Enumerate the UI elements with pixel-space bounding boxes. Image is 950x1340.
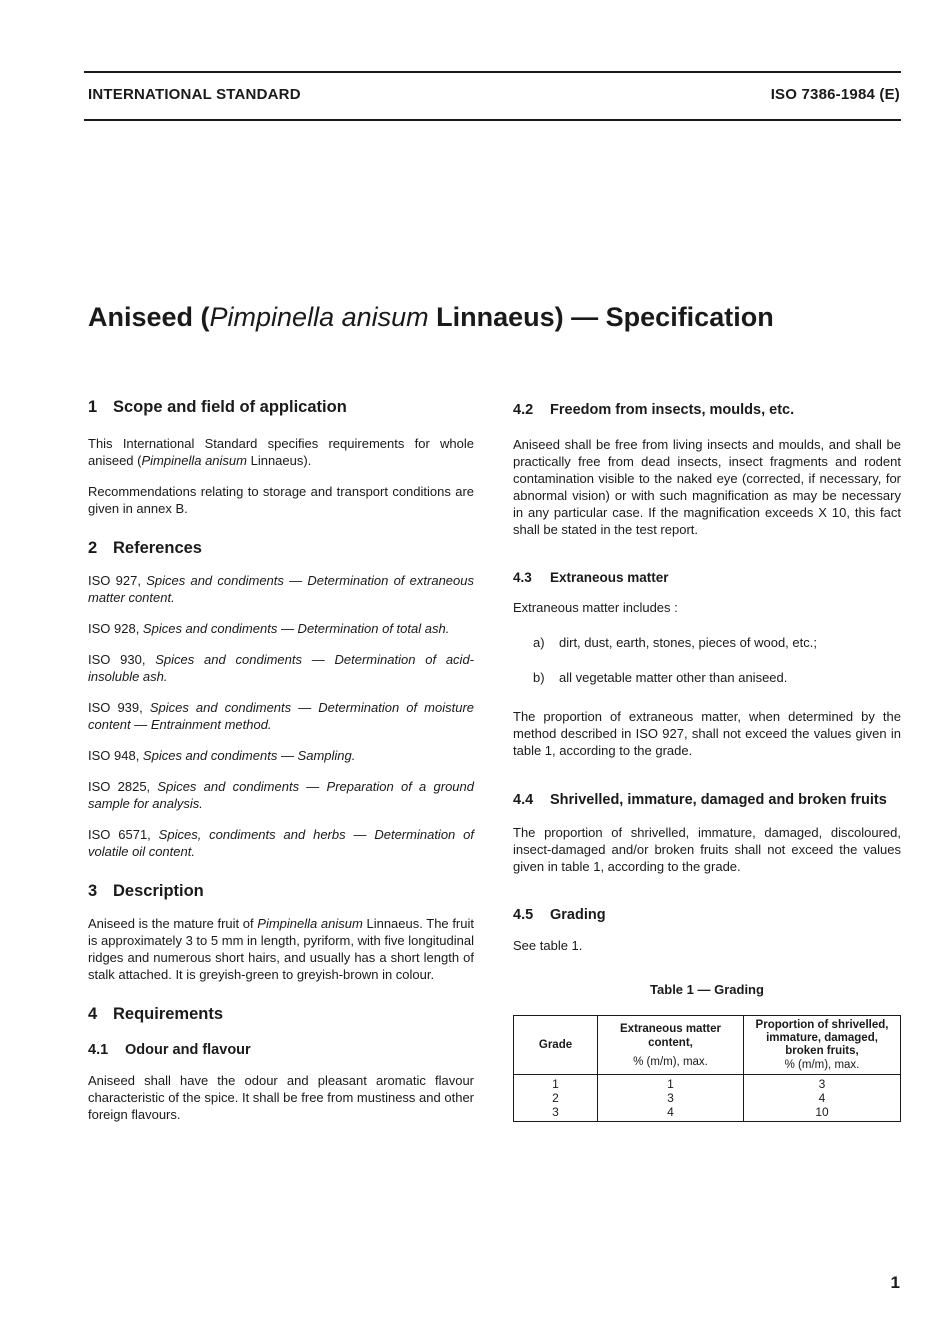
title-prefix: Aniseed ( — [88, 302, 210, 332]
scope-p1-italic: Pimpinella anisum — [141, 453, 247, 468]
table-cell-proportion — [744, 1075, 901, 1122]
section-4-3-heading — [513, 570, 901, 585]
section-4-number: 4 — [88, 1005, 98, 1023]
section-4-heading — [88, 1005, 474, 1024]
reference-item — [88, 826, 474, 860]
reference-item — [88, 778, 474, 812]
grading-paragraph: See table 1. — [513, 938, 583, 953]
reference-item — [88, 572, 474, 606]
extraneous-column-header — [598, 1016, 744, 1075]
title-suffix: Linnaeus) — Specification — [428, 302, 774, 332]
section-4-3-number: 4.3 — [513, 570, 532, 585]
table-header-row — [514, 1016, 901, 1075]
reference-code: ISO 928, — [88, 621, 143, 636]
scope-paragraph-2: Recommendations relating to storage and transport conditions are given in annex B. — [88, 484, 474, 516]
cell-proportion-1: 3 — [818, 1077, 826, 1091]
extraneous-header-main: Extraneous matter content, — [620, 1022, 721, 1049]
extraneous-intro: Extraneous matter includes : — [513, 600, 678, 615]
section-4-title: Requirements — [113, 1005, 224, 1023]
section-3-heading — [88, 882, 474, 901]
reference-code: ISO 6571, — [88, 827, 159, 842]
title-italic: Pimpinella anisum — [209, 302, 429, 332]
reference-title: Spices and condiments — Determination of total ash. — [142, 621, 450, 636]
table-cell-extraneous — [598, 1075, 744, 1122]
reference-code: ISO 939, — [88, 700, 150, 715]
proportion-column-header — [744, 1016, 901, 1075]
section-3-title: Description — [113, 882, 204, 900]
section-4-2-number: 4.2 — [513, 402, 534, 418]
cell-extraneous-3: 4 — [667, 1105, 674, 1119]
section-4-1-number: 4.1 — [88, 1042, 109, 1058]
header-standard-number: ISO 7386-1984 (E) — [770, 86, 900, 103]
section-2-heading — [88, 539, 474, 558]
cell-extraneous-1: 1 — [667, 1077, 674, 1091]
section-4-1-heading — [88, 1042, 474, 1058]
odour-paragraph: Aniseed shall have the odour and pleasant aromatic flavour characteristic of the spice. It shall be free from mustiness and other foreign flavours. — [88, 1073, 474, 1122]
reference-title: Spices and condiments — Determination of extraneous matter content. — [88, 573, 474, 605]
section-4-3-title: Extraneous matter — [550, 570, 669, 585]
reference-item — [88, 699, 474, 733]
reference-item — [88, 747, 474, 764]
section-4-1-title: Odour and flavour — [125, 1042, 251, 1058]
scope-paragraph-1 — [88, 435, 474, 469]
reference-item — [88, 651, 474, 685]
section-4-4-title: Shrivelled, immature, damaged and broken fruits — [550, 792, 887, 808]
section-4-5-title: Grading — [550, 907, 606, 923]
left-column — [88, 398, 474, 1123]
list-item-text: dirt, dust, earth, stones, pieces of wood, etc.; — [559, 635, 817, 650]
section-4-2-title: Freedom from insects, moulds, etc. — [550, 402, 795, 418]
description-text-a: Aniseed is the mature fruit of — [88, 916, 258, 931]
reference-item — [88, 620, 474, 637]
cell-grade-2: 2 — [552, 1091, 559, 1105]
extraneous-paragraph: The proportion of extraneous matter, when determined by the method described in ISO 927, shall not exceed the values given in table 1, according to the grade. — [513, 709, 901, 758]
list-item — [513, 634, 901, 651]
table-caption: Table 1 — Grading — [650, 982, 764, 997]
section-1-number: 1 — [88, 398, 98, 416]
list-item-text: all vegetable matter other than aniseed. — [559, 670, 788, 685]
reference-title: Spices and condiments — Sampling. — [142, 748, 356, 763]
cell-grade-1: 1 — [552, 1077, 559, 1091]
table-row — [514, 1075, 901, 1122]
proportion-header-unit: % (m/m), max. — [784, 1058, 860, 1071]
header-top-rule — [84, 71, 901, 73]
insects-paragraph: Aniseed shall be free from living insects and moulds, and shall be practically free from dead insects, insect fragments and rodent contamination visible to the naked eye (corrected, if necessary, for abnormal vision) or with such magnification as may be necessary in any particular case. If the magnification exceeds X 10, this fact shall be stated in the test report. — [513, 437, 901, 537]
reference-title: Spices and condiments — Determination of acid-insoluble ash. — [88, 652, 475, 684]
page-number: 1 — [890, 1273, 900, 1292]
section-4-4-number: 4.4 — [513, 792, 534, 808]
description-italic: Pimpinella anisum — [257, 916, 363, 931]
cell-extraneous-2: 3 — [667, 1091, 674, 1105]
table-cell-grade — [514, 1075, 598, 1122]
grading-table — [513, 1015, 901, 1122]
reference-code: ISO 930, — [88, 652, 156, 667]
cell-grade-3: 3 — [552, 1105, 559, 1119]
section-4-2-heading — [513, 402, 901, 418]
section-4-4-heading — [513, 791, 901, 810]
scope-p1-text-a: This International Standard specifies requirements for whole aniseed ( — [88, 436, 474, 468]
scope-p1-text-b: Linnaeus). — [246, 453, 312, 468]
reference-code: ISO 948, — [88, 748, 143, 763]
header-bottom-rule — [84, 119, 901, 121]
cell-proportion-2: 4 — [818, 1091, 826, 1105]
shrivelled-paragraph: The proportion of shrivelled, immature, damaged, discoloured, insect-damaged and/or broken fruits shall not exceed the values given in table 1, according to the grade. — [513, 825, 901, 874]
cell-proportion-3: 10 — [815, 1105, 829, 1119]
right-column — [513, 402, 901, 1122]
extraneous-header-unit: % (m/m), max. — [633, 1055, 708, 1068]
description-text-b: Linnaeus. The fruit is approximately 3 to 5 mm in length, pyriform, with five longitudinal ridges and numerous short hairs, and usually has a short length of stalk attached. It is greyish-green to greyish-brown in colour. — [88, 916, 474, 982]
reference-code: ISO 2825, — [88, 779, 158, 794]
proportion-header-main: Proportion of shrivelled, immature, damaged, broken fruits, — [755, 1018, 889, 1057]
list-item-label: a) — [533, 635, 545, 650]
section-3-number: 3 — [88, 882, 98, 900]
reference-title: Spices and condiments — Preparation of a ground sample for analysis. — [88, 779, 474, 811]
list-item-label: b) — [533, 670, 545, 685]
reference-title: Spices, condiments and herbs — Determination of volatile oil content. — [88, 827, 474, 859]
reference-code: ISO 927, — [88, 573, 147, 588]
section-4-5-heading — [513, 907, 901, 923]
page-title — [88, 302, 774, 333]
section-1-heading — [88, 398, 474, 417]
section-2-title: References — [113, 539, 202, 557]
reference-title: Spices and condiments — Determination of moisture content — Entrainment method. — [88, 700, 474, 732]
grade-column-header: Grade — [514, 1016, 598, 1075]
header-left-label: INTERNATIONAL STANDARD — [88, 86, 301, 103]
section-4-5-number: 4.5 — [513, 907, 534, 923]
list-item — [513, 669, 901, 686]
description-paragraph — [88, 915, 474, 983]
section-1-title: Scope and field of application — [113, 398, 347, 416]
section-2-number: 2 — [88, 539, 98, 557]
